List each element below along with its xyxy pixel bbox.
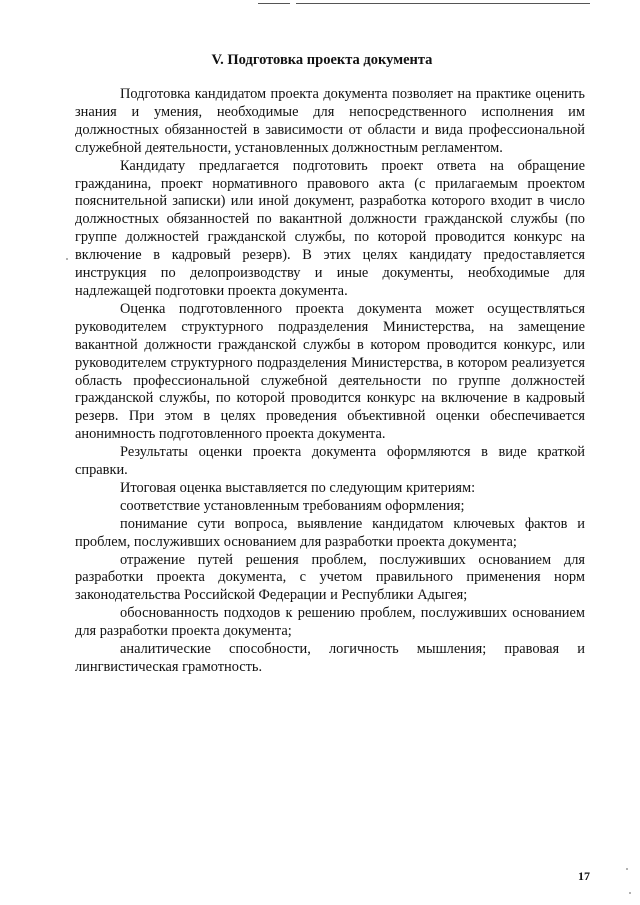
paragraph-results: Результаты оценки проекта документа оформляются в виде краткой справки. [75, 444, 585, 479]
scan-speck [626, 868, 628, 870]
top-rule-right [296, 3, 590, 4]
section-title: V. Подготовка проекта документа [211, 52, 433, 68]
criterion-understanding: понимание сути вопроса, выявление кандидатом ключевых фактов и проблем, послуживших основанием для разработки проекта документа; [75, 515, 585, 550]
paragraph-intro: Подготовка кандидатом проекта документа позволяет на практике оценить знания и умения, необходимые для непосредственного исполнения им должностных обязанностей в зависимости от области и вида профессиональной служебной деятельности, установленных должностным регламентом. [75, 86, 585, 156]
page-number: 17 [578, 869, 590, 883]
criterion-solutions: отражение путей решения проблем, послуживших основанием для разработки проекта документа, с учетом правильного применения норм законодательства Российской Федерации и Республики Адыгея; [75, 551, 585, 604]
paragraph-evaluation: Оценка подготовленного проекта документа может осуществляться руководителем структурного подразделения Министерства, на замещение вакантной должности гражданской службы в котором проводится конкурс, или руководителем структурного подразделения Министерства, в котором реализуется область профессиональной служебной деятельности по группе должностей гражданской службы, по которой проводится конкурс на включение в кадровый резерв. При этом в целях проведения объективной оценки обеспечивается анонимность подготовленного проекта документа. [75, 300, 585, 443]
paragraph-criteria-intro: Итоговая оценка выставляется по следующим критериям: [120, 479, 476, 496]
criterion-formatting: соответствие установленным требованиям оформления; [120, 497, 465, 514]
criterion-justification: обоснованность подходов к решению проблем, послуживших основанием для разработки проекта документа; [75, 605, 585, 640]
criterion-analytical: аналитические способности, логичность мышления; правовая и лингвистическая грамотность. [75, 641, 585, 675]
scan-speck [629, 892, 631, 894]
scan-speck [66, 258, 68, 260]
top-rule-left [258, 3, 290, 4]
document-body [75, 86, 585, 677]
paragraph-assignment: Кандидату предлагается подготовить проект ответа на обращение гражданина, проект нормативного правового акта (с прилагаемым проектом пояснительной записки) или иной документ, разработка которого входит в число должностных обязанностей по вакантной должности гражданской службы (по группе должностей гражданской службы, по которой проводится конкурс на включение в кадровый резерв). В этих целях кандидату предоставляется инструкция по делопроизводству и иные документы, необходимые для надлежащей подготовки проекта документа. [75, 157, 585, 299]
